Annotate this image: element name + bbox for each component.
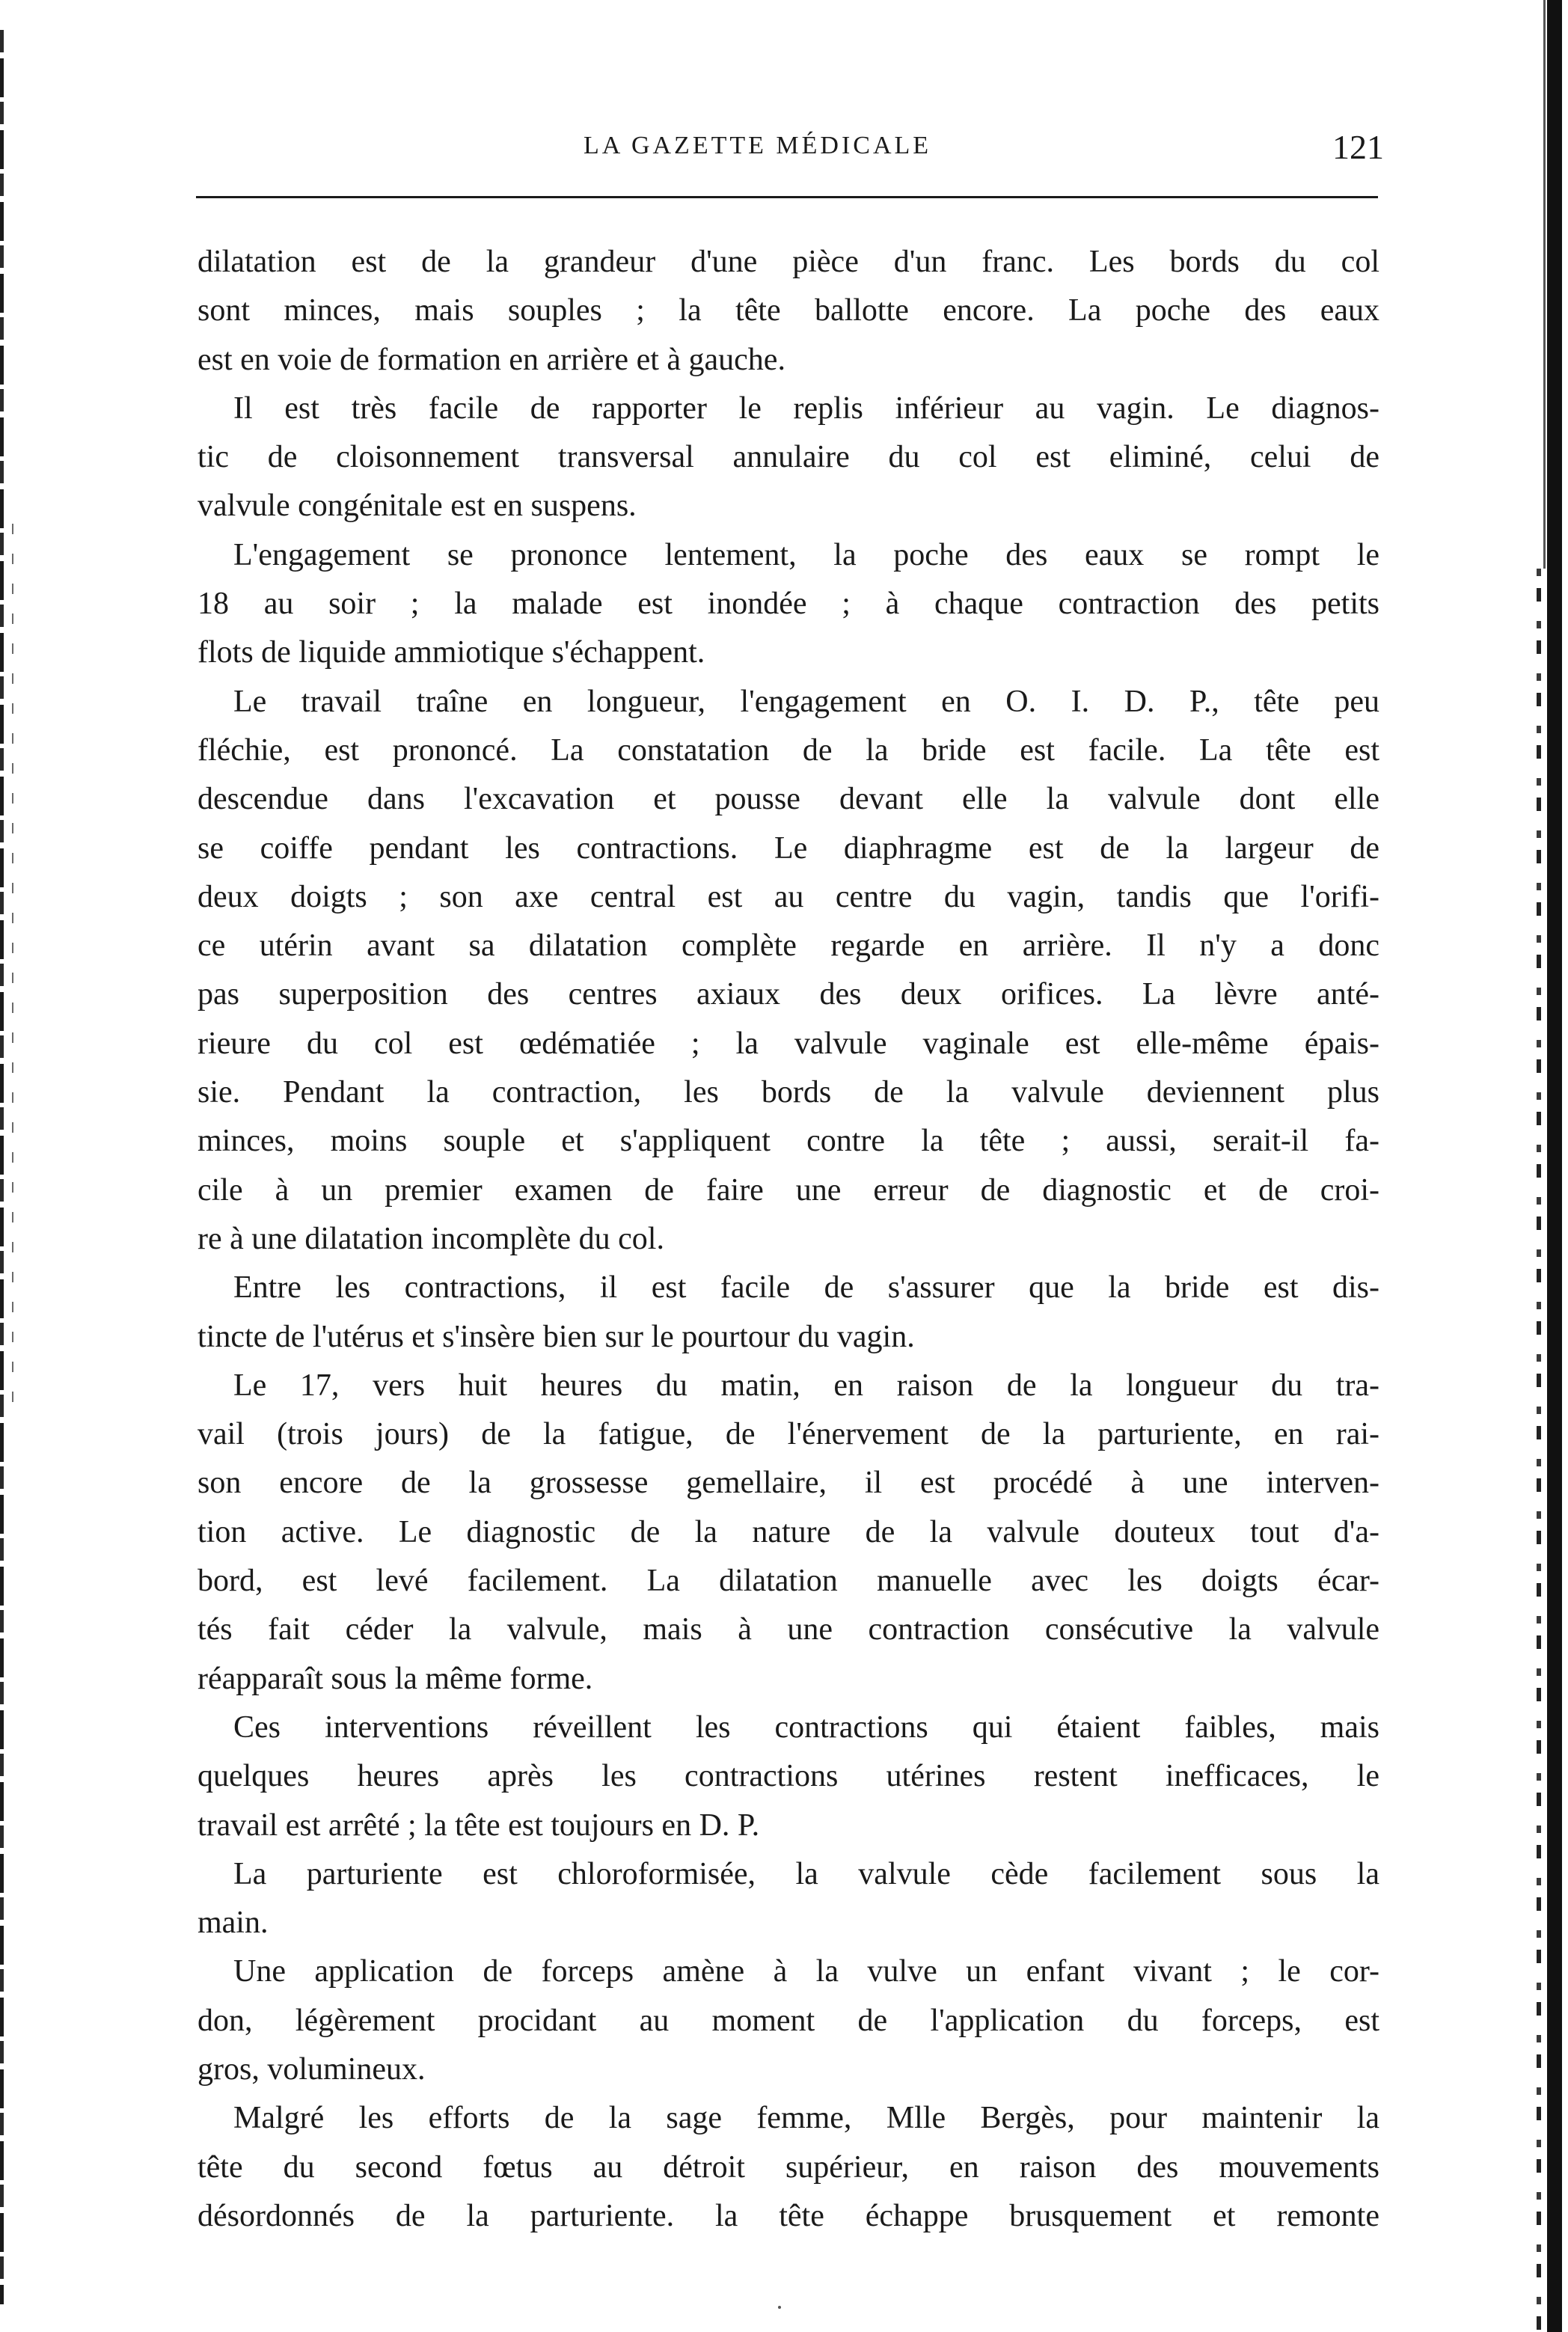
text-line: Entre les contractions, il est facile de s'assurer que la bride est dis- [233,1270,1379,1306]
text-line: sont minces, mais souples ; la tête ballotte encore. La poche des eaux [197,293,1379,328]
scan-speck [778,2306,781,2309]
header-rule [196,196,1378,198]
text-line: re à une dilatation incomplète du col. [197,1221,664,1256]
text-line: valvule congénitale est en suspens. [197,489,637,524]
text-line: tic de cloisonnement transversal annulaire du col est eliminé, celui de [197,440,1379,475]
text-line: bord, est levé facilement. La dilatation manuelle avec les doigts écar- [197,1564,1379,1599]
text-line: Le 17, vers huit heures du matin, en raison de la longueur du tra- [233,1368,1379,1403]
text-line: Malgré les efforts de la sage femme, Mlle Bergès, pour maintenir la [233,2101,1379,2136]
text-line: travail est arrêté ; la tête est toujours en D. P. [197,1808,760,1843]
text-line: tion active. Le diagnostic de la nature de la valvule douteux tout d'a- [197,1514,1379,1549]
text-line: don, légèrement procidant au moment de l'application du forceps, est [197,2003,1379,2038]
text-line: fléchie, est prononcé. La constatation de la bride est facile. La tête est [197,732,1379,768]
text-line: L'engagement se prononce lentement, la poche des eaux se rompt le [233,537,1379,572]
scan-edge-right-mark [1537,569,1541,2332]
scan-edge-left-mark [12,524,13,1421]
running-title: LA GAZETTE MÉDICALE [584,132,932,159]
text-line: minces, moins souple et s'appliquent contre la tête ; aussi, serait-il fa- [197,1124,1379,1159]
text-line: tincte de l'utérus et s'insère bien sur le pourtour du vagin. [197,1319,915,1354]
text-line: se coiffe pendant les contractions. Le diaphragme est de la largeur de [197,830,1379,866]
scan-edge-right [1547,0,1562,2332]
scan-edge-right-line [1543,0,1546,569]
text-line: désordonnés de la parturiente. la tête échappe brusquement et remonte [197,2198,1379,2233]
text-line: Le travail traîne en longueur, l'engagement en O. I. D. P., tête peu [233,684,1379,719]
text-line: flots de liquide ammiotique s'échappent. [197,635,705,670]
text-line: descendue dans l'excavation et pousse devant elle la valvule dont elle [197,782,1379,817]
text-line: vail (trois jours) de la fatigue, de l'énervement de la parturiente, en rai- [197,1417,1379,1452]
text-line: 18 au soir ; la malade est inondée ; à chaque contraction des petits [197,587,1379,622]
text-line: est en voie de formation en arrière et à gauche. [197,342,785,377]
text-line: tés fait céder la valvule, mais à une contraction consécutive la valvule [197,1612,1379,1647]
text-line: Il est très facile de rapporter le replis inférieur au vagin. Le diagnos- [233,391,1379,426]
text-line: rieure du col est œdématiée ; la valvule vaginale est elle-même épais- [197,1026,1379,1061]
text-line: La parturiente est chloroformisée, la valvule cède facilement sous la [233,1856,1379,1891]
text-line: Une application de forceps amène à la vulve un enfant vivant ; le cor- [233,1954,1379,1989]
text-line: tête du second fœtus au détroit supérieur, en raison des mouvements [197,2149,1379,2185]
text-line: pas superposition des centres axiaux des deux orifices. La lèvre anté- [197,977,1379,1012]
text-line: quelques heures après les contractions utérines restent inefficaces, le [197,1759,1379,1794]
text-line: deux doigts ; son axe central est au centre du vagin, tandis que l'orifi- [197,879,1379,914]
text-line: dilatation est de la grandeur d'une pièce d'un franc. Les bords du col [197,245,1379,279]
text-line: son encore de la grossesse gemellaire, il est procédé à une interven- [197,1466,1379,1501]
text-line: réapparaît sous la même forme. [197,1661,593,1696]
text-line: sie. Pendant la contraction, les bords de la valvule deviennent plus [197,1075,1379,1110]
text-line: gros, volumineux. [197,2051,426,2087]
text-line: cile à un premier examen de faire une erreur de diagnostic et de croi- [197,1172,1379,1208]
running-head [195,127,1384,172]
text-line: ce utérin avant sa dilatation complète regarde en arrière. Il n'y a donc [197,928,1379,964]
text-line: Ces interventions réveillent les contractions qui étaient faibles, mais [233,1710,1379,1745]
text-line: main. [197,1906,269,1941]
scan-edge-left [0,30,4,2304]
page-number: 121 [1332,128,1384,166]
body-text [197,238,1379,2241]
